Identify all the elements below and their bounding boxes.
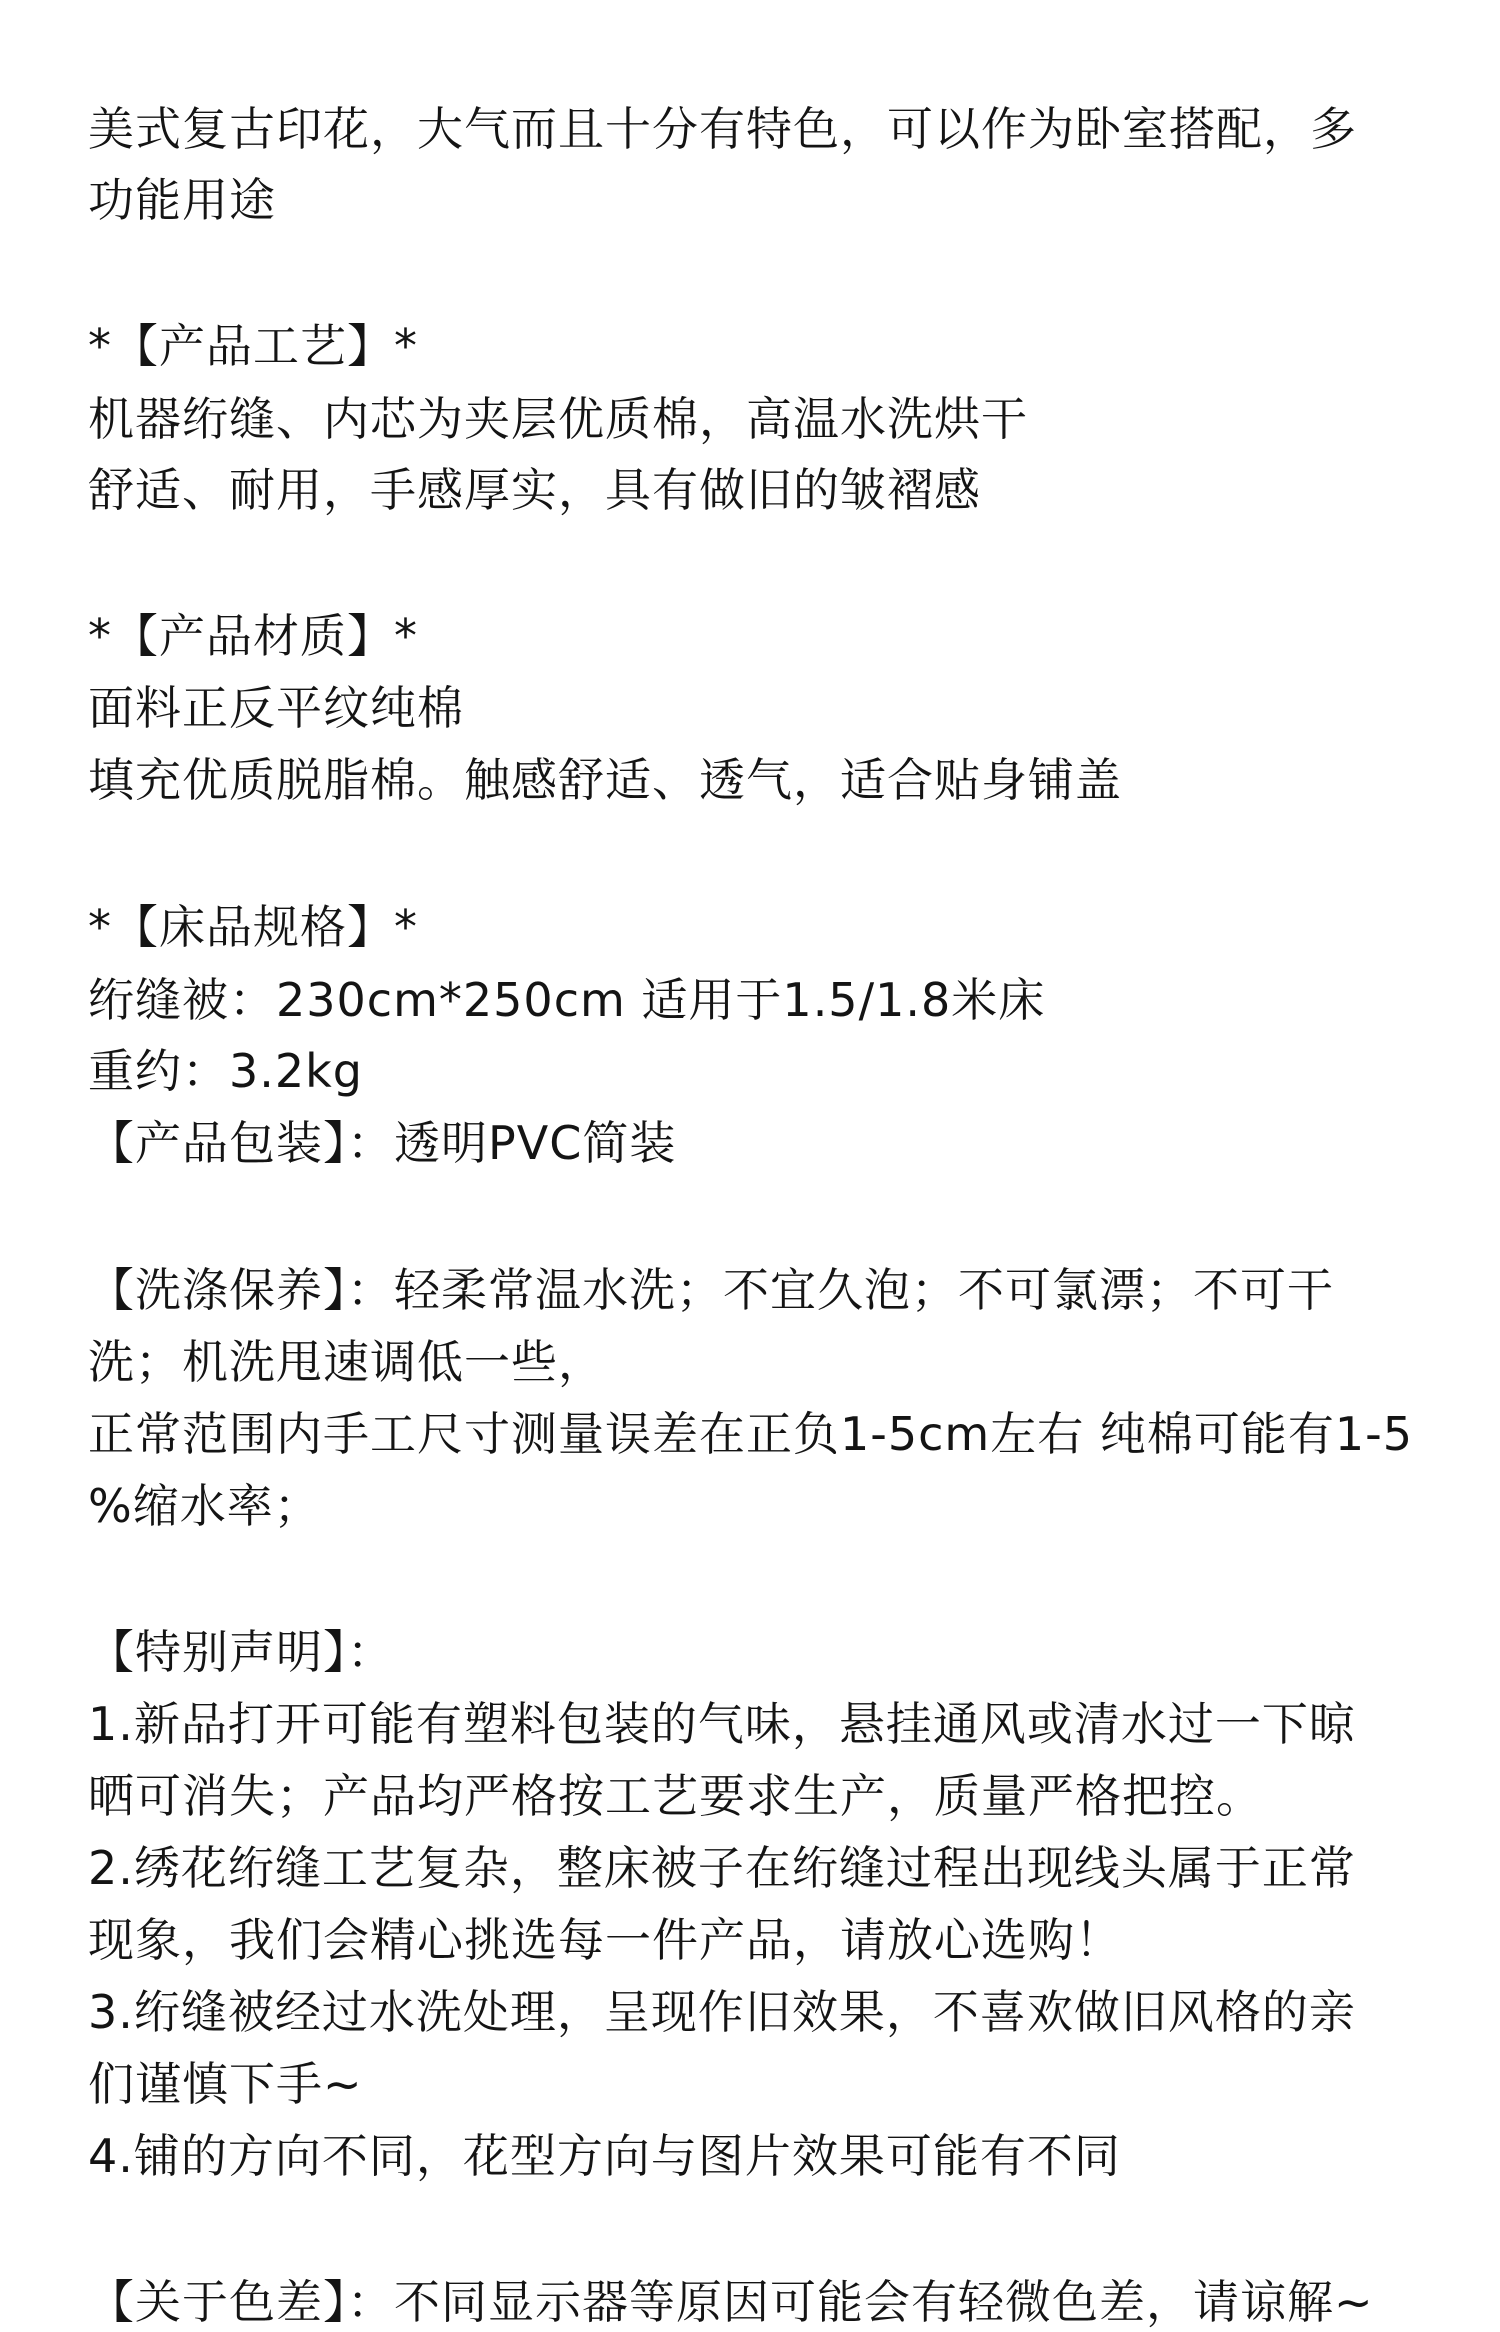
material-line-2: 填充优质脱脂棉。触感舒适、透气，适合贴身铺盖 [88, 753, 1122, 807]
packaging-line: 【产品包装】：透明PVC简装 [88, 1116, 677, 1170]
section-heading-material: *【产品材质】* [88, 609, 418, 663]
care-line-3: 正常范围内手工尺寸测量误差在正负1-5cm左右 纯棉可能有1-5 [88, 1407, 1413, 1461]
notice-item-4-line-1: 4.铺的方向不同，花型方向与图片效果可能有不同 [88, 2129, 1121, 2183]
craft-line-1: 机器绗缝、内芯为夹层优质棉，高温水洗烘干 [88, 392, 1028, 446]
notice-item-3-line-2: 们谨慎下手~ [88, 2057, 363, 2111]
care-line-1: 【洗涤保养】：轻柔常温水洗；不宜久泡；不可氯漂；不可干 [88, 1263, 1334, 1317]
notice-item-2-line-1: 2.绣花绗缝工艺复杂，整床被子在绗缝过程出现线头属于正常 [88, 1841, 1356, 1895]
care-line-4: %缩水率； [88, 1479, 321, 1533]
notice-item-1-line-2: 晒可消失；产品均严格按工艺要求生产，质量严格把控。 [88, 1769, 1263, 1823]
notice-item-2-line-2: 现象，我们会精心挑选每一件产品，请放心选购！ [88, 1913, 1122, 1967]
craft-line-2: 舒适、耐用，手感厚实，具有做旧的皱褶感 [88, 463, 981, 517]
section-heading-spec: *【床品规格】* [88, 900, 418, 954]
notice-item-3-line-1: 3.绗缝被经过水洗处理，呈现作旧效果，不喜欢做旧风格的亲 [88, 1985, 1356, 2039]
spec-size-line: 绗缝被：230cm*250cm 适用于1.5/1.8米床 [88, 973, 1046, 1027]
care-line-2: 洗；机洗甩速调低一些， [88, 1335, 605, 1389]
notice-item-1-line-1: 1.新品打开可能有塑料包装的气味，悬挂通风或清水过一下晾 [88, 1697, 1356, 1751]
intro-line-1: 美式复古印花，大气而且十分有特色，可以作为卧室搭配，多 [88, 102, 1357, 156]
section-heading-notice: 【特别声明】： [88, 1625, 394, 1679]
color-difference-line: 【关于色差】：不同显示器等原因可能会有轻微色差，请谅解~ [88, 2275, 1374, 2329]
intro-line-2: 功能用途 [88, 173, 276, 227]
material-line-1: 面料正反平纹纯棉 [88, 681, 464, 735]
section-heading-craft: *【产品工艺】* [88, 319, 418, 373]
spec-weight-line: 重约：3.2kg [88, 1044, 363, 1098]
